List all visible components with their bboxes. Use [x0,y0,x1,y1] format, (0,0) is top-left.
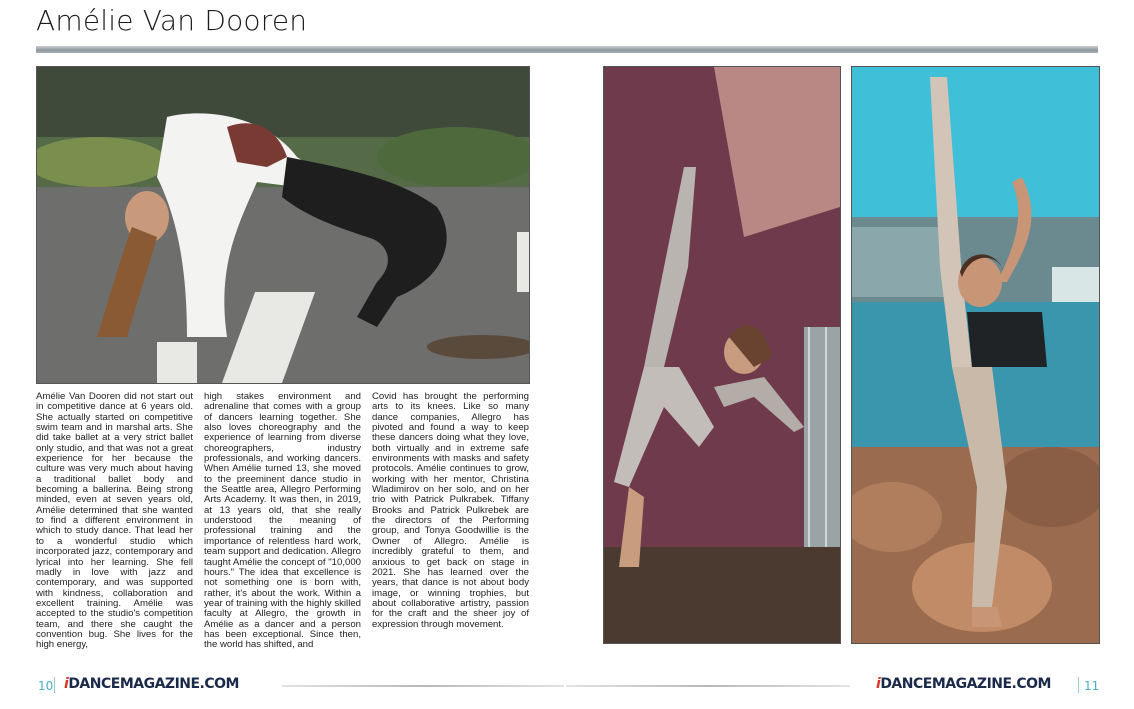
photo-needle-pose-waterfront [851,66,1100,644]
brand-wordmark: DANCEMAGAZINE.COM [68,676,239,692]
article-column-1: Amélie Van Dooren did not start out in competitive dance at 6 years old. She actually started on competitive swim team and in marshal arts. She did take ballet at a very strict ballet only studio, and that was not a great experience for her because the culture was very much about having a traditional ballet body and becoming a ballerina. Being strong minded, even at seven years old, Amélie determined that she wanted to find a different environment in which to study dance. That lead her to a wonderful studio which incorporated jazz, contemporary and lyrical into her learning. She fell madly in love with jazz and contemporary, and was supported with kindness, collaboration and excellent training. Amélie was accepted to the studio's competition team, and there she caught the convention bug. She lives for the high energy, [36,391,193,651]
photo-standing-split-wall [603,66,841,644]
brand-i-mark: i [64,676,69,692]
article-title: Amélie Van Dooren [36,4,308,37]
photo-street-backbend [36,66,530,384]
article-column-2: high stakes environment and adrenaline that comes with a group of dancers learning together. She also loves choreography and the experience of learning from diverse choreographers, industry professionals, and working dancers. When Amélie turned 13, she moved to the preeminent dance studio in the Seattle area, Allegro Performing Arts Academy. It was then, in 2019, at 13 years old, that she really understood the meaning of professional training and the importance of relentless hard work, team support and dedication. Allegro taught Amélie the concept of "10,000 hours." The idea that excellence is not something one is born with, rather, it's about the work. Within a year of training with the highly skilled faculty at Allegro, the growth in Amélie as a dancer and a person has been exceptional. Since then, the world has shifted, and [204,391,361,651]
footer-separator [1078,677,1079,693]
brand-i-mark: i [876,676,881,692]
article-column-3: Covid has brought the performing arts to its knees. Like so many dance companies, Allegro has pivoted and found a way to keep these dancers doing what they love, both virtually and in extreme safe environments with masks and safety protocols. Amélie continues to grow, working with her mentor, Christina Wladimirov on her solo, and on her trio with Patrick Pulkrabek. Tiffany Brooks and Patrick Pulkrebek are the directors of the Performing group, and Tonya Goodwillie is the Owner of Allegro. Amélie is incredibly grateful to them, and anxious to get back on stage in 2021. She has learned over the years, that dance is not about body image, or winning trophies, but about collaborative artistry, passion for the craft and the sheer joy of expression through movement. [372,391,529,630]
title-divider [36,46,1098,53]
page-footer [0,674,1134,696]
brand-wordmark: DANCEMAGAZINE.COM [880,676,1051,692]
brand-logo-right[interactable] [876,676,1051,692]
footer-divider-left [282,685,564,687]
footer-divider-right [566,685,850,687]
page-number-left: 10 [38,679,54,693]
footer-separator [54,677,55,693]
brand-logo-left[interactable] [64,676,239,692]
page-number-right: 11 [1084,679,1100,693]
